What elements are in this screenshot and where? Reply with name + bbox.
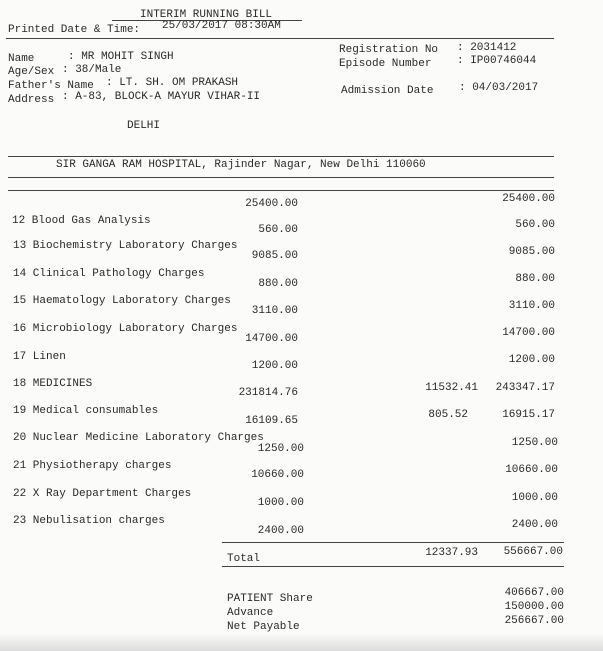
hospital-rule-top: [8, 156, 554, 157]
address-label: Address: [8, 94, 55, 106]
item-total: 3110.00: [508, 300, 555, 312]
item-total: 560.00: [515, 219, 555, 231]
carry-total: 25400.00: [502, 193, 555, 205]
page-edge-shadow: [0, 633, 603, 651]
patient-share-value: 406667.00: [504, 587, 564, 599]
item-amount: 10660.00: [251, 469, 304, 481]
item-total: 2400.00: [511, 519, 558, 531]
item-label: 21 Physiotherapy charges: [13, 460, 172, 472]
table-header-rule: [8, 190, 554, 191]
item-label: 19 Medical consumables: [13, 405, 159, 417]
name-label: Name: [8, 53, 35, 65]
item-total: 243347.17: [495, 382, 555, 394]
item-total: 1000.00: [511, 492, 558, 504]
item-label: 12 Blood Gas Analysis: [12, 215, 151, 227]
father-label: Father's Name: [8, 80, 94, 92]
item-amount: 3110.00: [251, 305, 298, 317]
item-label: 23 Nebulisation charges: [13, 515, 165, 527]
item-amount: 1200.00: [251, 360, 298, 372]
item-label: 17 Linen: [13, 351, 66, 363]
hospital-rule-bottom: [8, 177, 554, 178]
item-total: 1200.00: [508, 354, 555, 366]
item-amount: 2400.00: [257, 525, 304, 537]
item-label: 14 Clinical Pathology Charges: [13, 268, 205, 280]
printed-label: Printed Date & Time:: [8, 24, 141, 36]
item-amount: 1250.00: [257, 443, 304, 455]
name-value: : MR MOHIT SINGH: [68, 51, 174, 63]
item-tax: 11532.41: [425, 382, 478, 394]
net-payable-label: Net Payable: [227, 621, 300, 633]
item-amount: 231814.76: [238, 387, 298, 399]
total-rule-bottom: [222, 566, 564, 567]
item-label: 13 Biochemistry Laboratory Charges: [13, 240, 238, 252]
admission-value: : 04/03/2017: [459, 82, 539, 94]
item-tax: 805.52: [428, 409, 468, 421]
admission-label: Admission Date: [341, 85, 434, 97]
total-rule-top: [222, 542, 564, 543]
item-total: 10660.00: [505, 464, 558, 476]
hospital-name: SIR GANGA RAM HOSPITAL, Rajinder Nagar, New Delhi 110060: [56, 159, 426, 171]
carry-amount: 25400.00: [245, 198, 298, 210]
tax-total: 12337.93: [425, 547, 478, 559]
printed-value: 25/03/2017 08:30AM: [162, 20, 281, 32]
item-total: 880.00: [515, 273, 555, 285]
city: DELHI: [127, 120, 161, 132]
agesex-value: : 38/Male: [62, 64, 122, 76]
total-label: Total: [227, 553, 261, 565]
net-payable-value: 256667.00: [504, 615, 564, 627]
agesex-label: Age/Sex: [8, 66, 55, 78]
item-label: 22 X Ray Department Charges: [13, 488, 192, 500]
item-amount: 560.00: [258, 224, 298, 236]
item-amount: 880.00: [258, 278, 298, 290]
header-rule: [6, 38, 554, 39]
item-amount: 9085.00: [251, 250, 298, 262]
item-total: 14700.00: [502, 327, 555, 339]
item-total: 9085.00: [508, 246, 555, 258]
item-label: 16 Microbiology Laboratory Charges: [13, 323, 238, 335]
father-value: : LT. SH. OM PRAKASH: [106, 77, 239, 89]
address-value: : A-83, BLOCK-A MAYUR VIHAR-II: [62, 91, 261, 103]
episode-label: Episode Number: [339, 58, 432, 70]
advance-value: 150000.00: [504, 601, 564, 613]
item-amount: 1000.00: [257, 497, 304, 509]
item-total: 1250.00: [511, 437, 558, 449]
episode-value: : IP00746044: [457, 55, 537, 67]
item-label: 18 MEDICINES: [13, 378, 93, 390]
reg-label: Registration No: [339, 44, 439, 56]
item-amount: 14700.00: [245, 333, 298, 345]
grand-total: 556667.00: [503, 546, 563, 558]
item-total: 16915.17: [502, 409, 555, 421]
bill-title: INTERIM RUNNING BILL: [140, 9, 273, 21]
reg-value: : 2031412: [457, 42, 517, 54]
patient-share-label: PATIENT Share: [227, 593, 313, 605]
item-label: 20 Nuclear Medicine Laboratory Charges: [13, 432, 264, 444]
advance-label: Advance: [227, 607, 274, 619]
item-amount: 16109.65: [245, 415, 298, 427]
item-label: 15 Haematology Laboratory Charges: [13, 295, 231, 307]
